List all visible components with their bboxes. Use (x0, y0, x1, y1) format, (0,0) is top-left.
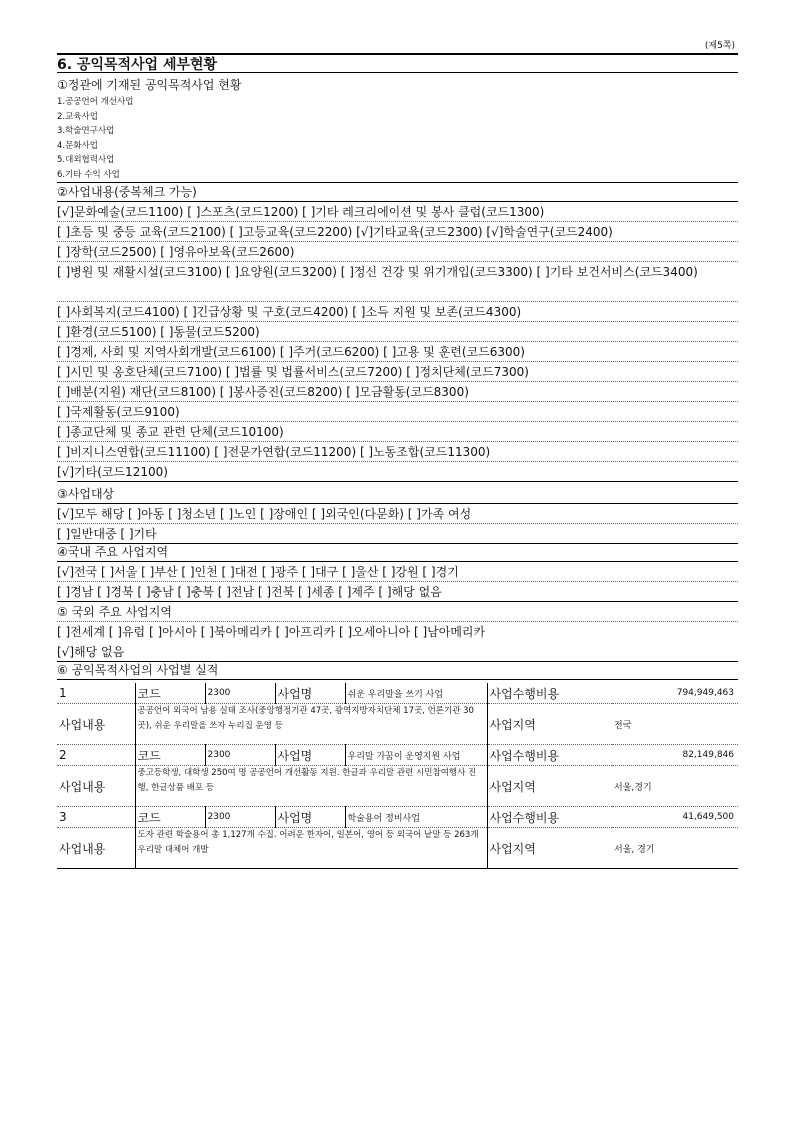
region-label: 사업지역 (487, 704, 612, 745)
target-row: [ ]일반대중 [ ]기타 (57, 524, 738, 544)
content-row: [ ]환경(코드5100) [ ]동물(코드5200) (57, 322, 738, 342)
content-label: 사업내용 (59, 779, 106, 794)
section-2-title: ②사업내용(중복체크 가능) (57, 182, 738, 202)
content-value: 공공언어 외국어 남용 실태 조사(중앙행정기관 47곳, 광역지방자치단체 17곳, 언론기관 30곳), 쉬운 우리말을 쓰자 누리집 운영 등 (135, 704, 487, 745)
cost-label: 사업수행비용 (487, 683, 612, 704)
table-row (57, 766, 738, 807)
table-row (57, 704, 738, 745)
cost-label: 사업수행비용 (487, 807, 612, 828)
content-label: 사업내용 (59, 841, 106, 856)
content-row: [√]문화예술(코드1100) [ ]스포츠(코드1200) [ ]기타 레크리에이션 및 봉사 클럽(코드1300) (57, 202, 738, 222)
content-row: [ ]사회복지(코드4100) [ ]긴급상황 및 구호(코드4200) [ ]소득 지원 및 보존(코드4300) (57, 302, 738, 322)
charter-item: 4.문화사업 (57, 140, 98, 151)
content-row: [ ]초등 및 중등 교육(코드2100) [ ]고등교육(코드2200) [√]기타교육(코드2300) [√]학술연구(코드2400) (57, 222, 738, 242)
region-label: 사업지역 (487, 766, 612, 807)
table-row (57, 745, 738, 766)
section-3-targets (57, 484, 738, 544)
region-row: [ ]경남 [ ]경북 [ ]충남 [ ]충북 [ ]전남 [ ]전북 [ ]세종 [ ]제주 [ ]해당 없음 (57, 582, 738, 602)
code-label: 코드 (135, 683, 205, 704)
code-label: 코드 (135, 745, 205, 766)
charter-item: 3.학술연구사업 (57, 126, 115, 136)
content-row: [ ]시민 및 옹호단체(코드7100) [ ]법률 및 법률서비스(코드7200) [ ]정치단체(코드7300) (57, 362, 738, 382)
cost-value: 41,649,500 (682, 812, 734, 822)
region-value: 전국 (614, 720, 632, 731)
content-row: [ ]국제활동(코드9100) (57, 402, 738, 422)
region-value: 서울,경기 (614, 782, 652, 793)
content-row: [ ]비지니스연합(코드11100) [ ]전문가연합(코드11200) [ ]노동조합(코드11300) (57, 442, 738, 462)
content-row: [ ]장학(코드2500) [ ]영유아보육(코드2600) (57, 242, 738, 262)
project-name: 우리말 가꿈이 운영지원 사업 (345, 745, 487, 766)
content-value: 도자 관련 학술용어 총 1,127개 수집. 어려운 한자어, 일본어, 영어 등 외국어 낱말 등 263개 우리말 대체어 개발 (135, 828, 487, 869)
page-number: (제5쪽) (704, 41, 735, 51)
cost-value: 794,949,463 (676, 688, 734, 698)
charter-item: 6.기타 수익 사업 (57, 168, 738, 184)
section-5-overseas-regions (57, 602, 738, 662)
content-label: 사업내용 (59, 717, 106, 732)
cost-label: 사업수행비용 (487, 745, 612, 766)
overseas-row: [ ]전세계 [ ]유럽 [ ]아시아 [ ]북아메리카 [ ]아프리카 [ ]오세아니아 [ ]남아메리카 (57, 625, 486, 639)
overseas-row: [√]해당 없음 (57, 642, 738, 662)
project-number: 2 (59, 748, 67, 762)
code-value: 2300 (205, 745, 275, 766)
section-5-title: ⑤ 국외 주요 사업지역 (57, 602, 738, 622)
section-1-title: ①정관에 기재된 공익목적사업 현황 (57, 78, 242, 92)
content-value: 중고등학생, 대학생 250여 명 공공언어 개선활동 지원. 한글과 우리말 관련 시민참여행사 진행, 한글상품 배포 등 (135, 766, 487, 807)
region-label: 사업지역 (487, 828, 612, 869)
cost-value: 82,149,846 (682, 750, 734, 760)
table-row (57, 683, 738, 704)
section-3-title: ③사업대상 (57, 484, 738, 504)
section-1-charter-projects (57, 75, 738, 183)
content-row: [ ]병원 및 재활시설(코드3100) [ ]요양원(코드3200) [ ]정신 건강 및 위기개입(코드3300) [ ]기타 보건서비스(코드3400) (57, 262, 738, 302)
charter-item: 2.교육사업 (57, 111, 98, 122)
table-row (57, 828, 738, 869)
table-row (57, 807, 738, 828)
section-6-header (57, 660, 738, 680)
content-row: [ ]종교단체 및 종교 관련 단체(코드10100) (57, 422, 738, 442)
project-number: 1 (59, 686, 67, 700)
region-row: [√]전국 [ ]서울 [ ]부산 [ ]인천 [ ]대전 [ ]광주 [ ]대구 [ ]울산 [ ]강원 [ ]경기 (57, 562, 738, 582)
content-row: [ ]경제, 사회 및 지역사회개발(코드6100) [ ]주거(코드6200) [ ]고용 및 훈련(코드6300) (57, 342, 738, 362)
region-value: 서울, 경기 (614, 844, 655, 855)
project-name: 학술용어 정비사업 (345, 807, 487, 828)
name-label: 사업명 (275, 807, 345, 828)
section-4-domestic-regions (57, 542, 738, 602)
section-2-business-content (57, 182, 738, 482)
section-title: 6. 공익목적사업 세부현황 (57, 53, 738, 73)
content-row: [ ]배분(지원) 재단(코드8100) [ ]봉사증진(코드8200) [ ]모금활동(코드8300) (57, 382, 738, 402)
section-4-title: ④국내 주요 사업지역 (57, 542, 738, 562)
project-name: 쉬운 우리말을 쓰기 사업 (345, 683, 487, 704)
charter-item: 1.공공언어 개선사업 (57, 97, 134, 107)
code-value: 2300 (205, 683, 275, 704)
content-row: [√]기타(코드12100) (57, 462, 738, 482)
target-row: [√]모두 해당 [ ]아동 [ ]청소년 [ ]노인 [ ]장애인 [ ]외국인(다문화) [ ]가족 여성 (57, 504, 738, 524)
section-6-title: ⑥ 공익목적사업의 사업별 실적 (57, 660, 738, 680)
performance-table (57, 683, 738, 869)
charter-item: 5.대외협력사업 (57, 155, 115, 165)
code-label: 코드 (135, 807, 205, 828)
name-label: 사업명 (275, 745, 345, 766)
code-value: 2300 (205, 807, 275, 828)
name-label: 사업명 (275, 683, 345, 704)
project-number: 3 (59, 810, 67, 824)
